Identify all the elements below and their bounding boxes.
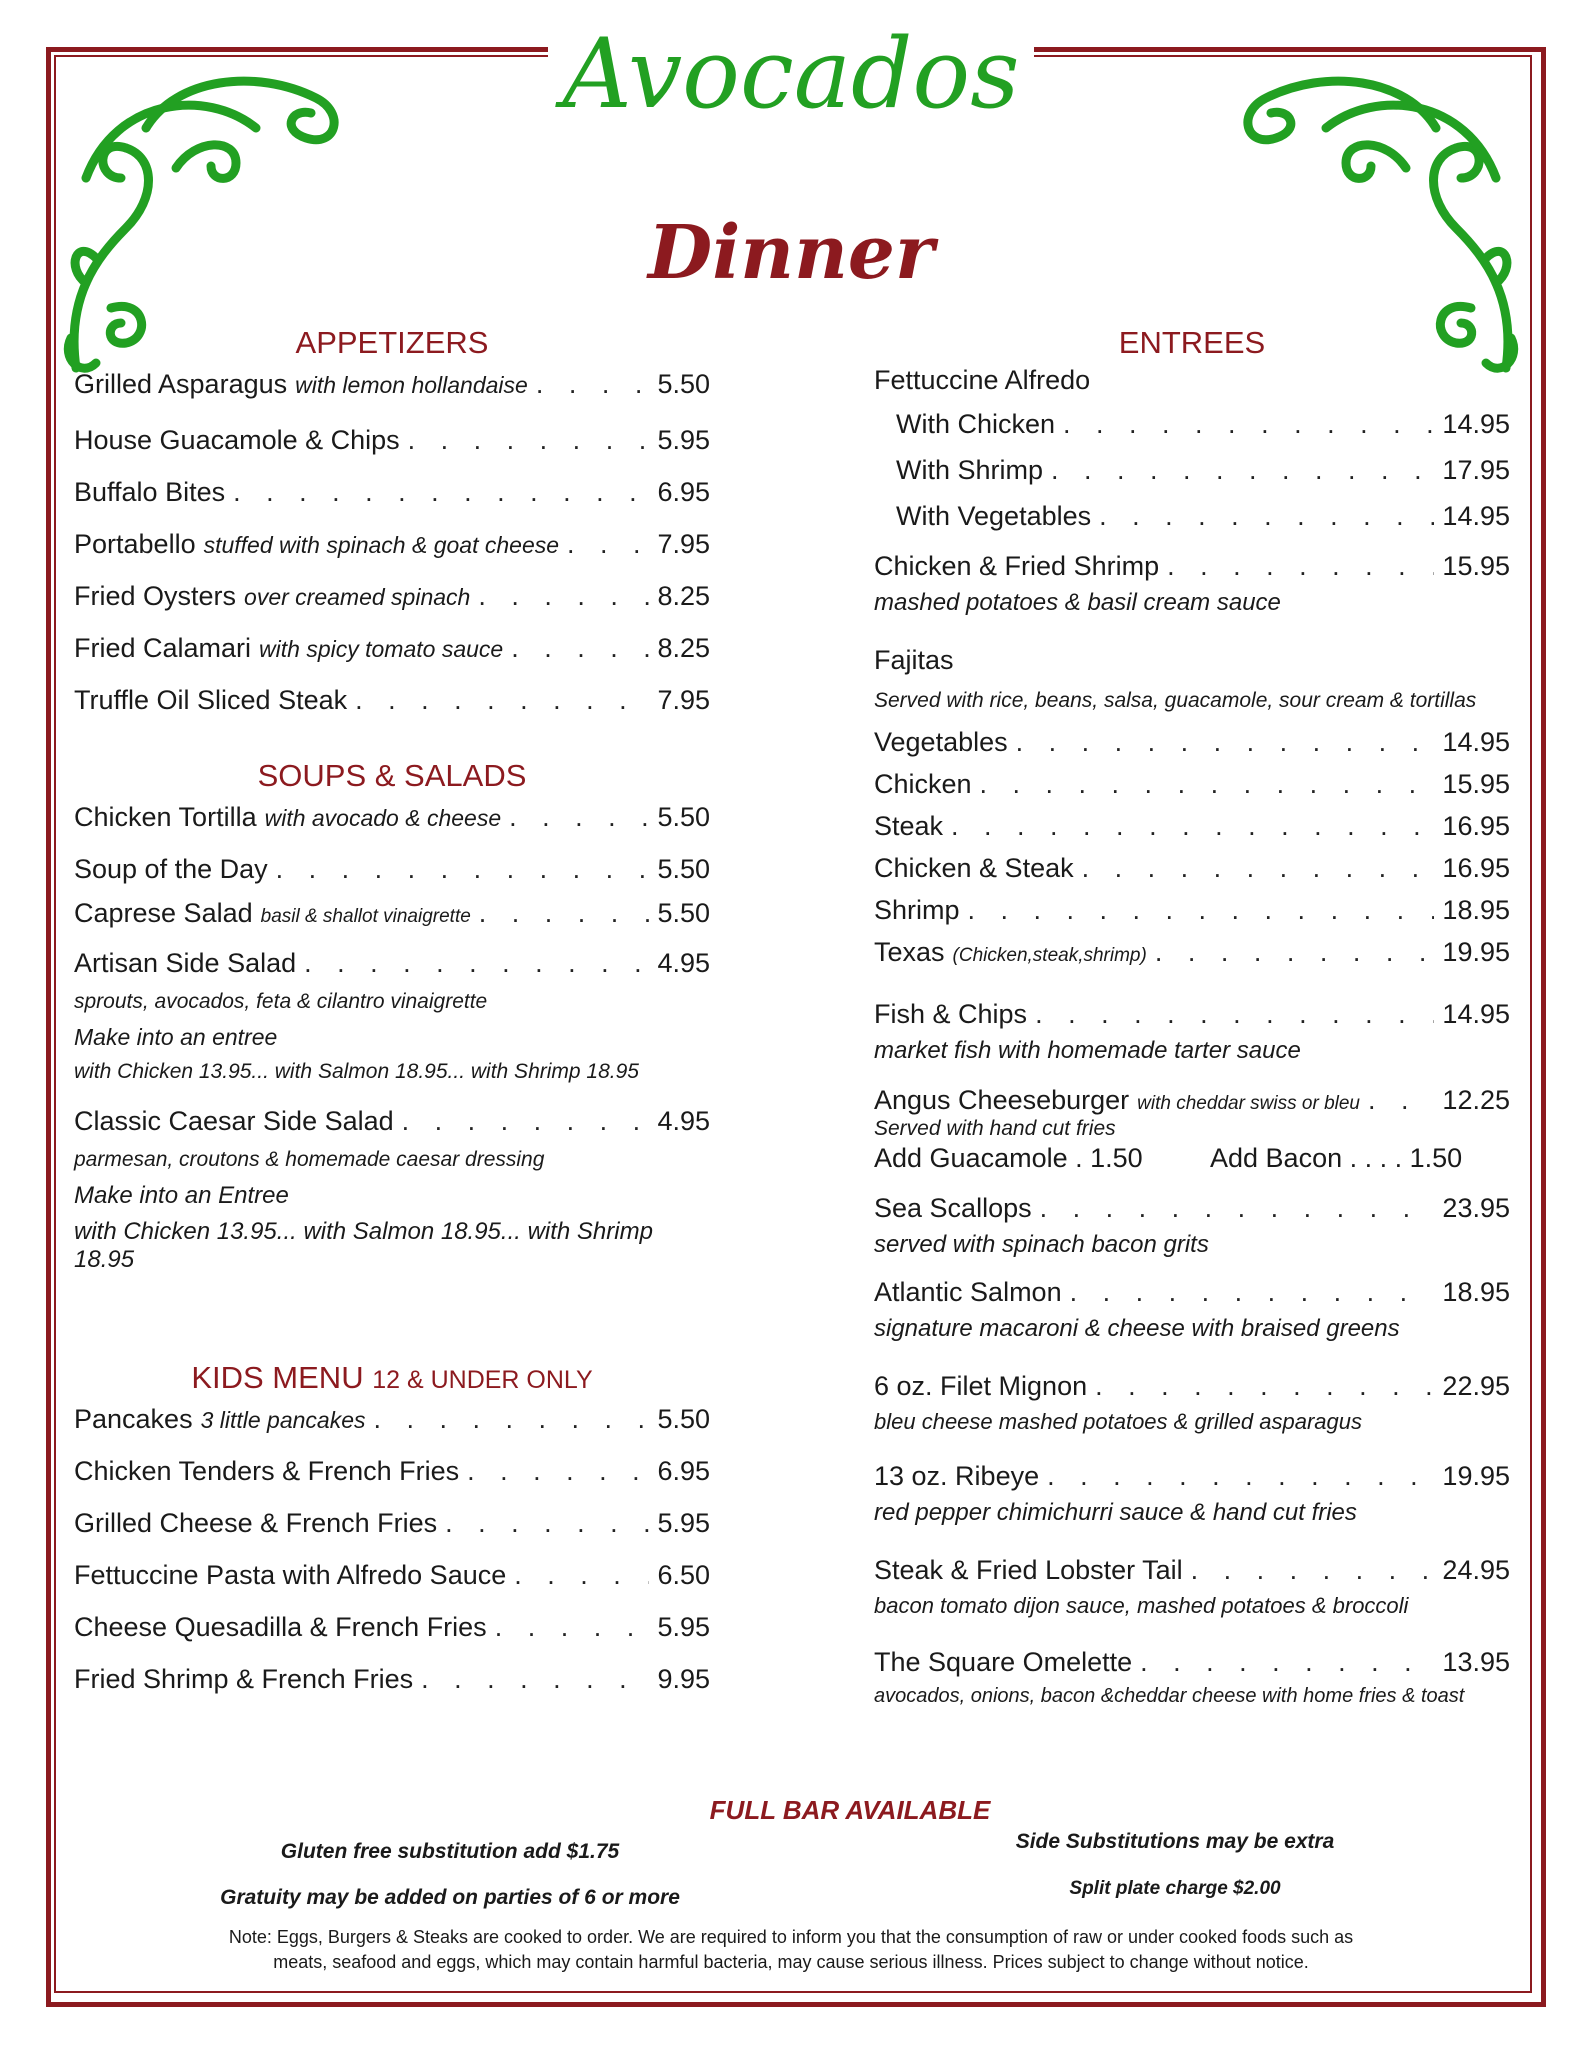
leader-dots [421,1664,649,1695]
item-name: Steak & Fried Lobster Tail [874,1555,1183,1585]
item-price: 17.95 [1442,455,1510,485]
full-bar-notice: FULL BAR AVAILABLE [709,1795,991,1825]
item-desc: 3 little pancakes [200,1407,366,1433]
menu-item [74,1508,710,1560]
leader-dots [304,948,649,979]
item-name: Chicken & Fried Shrimp [874,551,1160,581]
note-line: meats, seafood and eggs, which may contain harmful bacteria, may cause serious illness. Prices subject to change without notice. [273,1952,1309,1973]
note-line: Note: Eggs, Burgers & Steaks are cooked to order. We are required to inform you that the consumption of raw or under cooked foods such as [228,1927,1354,1947]
item-price: 6.95 [657,477,710,507]
leader-dots [1140,1647,1434,1678]
menu-item [74,1560,710,1612]
item-name: Buffalo Bites [74,477,226,507]
menu-item [874,501,1510,551]
item-price: 7.95 [657,685,710,715]
menu-item [74,898,710,948]
menu-item [874,1277,1510,1315]
item-price: 16.95 [1442,811,1510,841]
item-note: with Chicken 13.95... with Salmon 18.95... with Shrimp 18.95 [74,1218,653,1273]
item-name: With Chicken [896,409,1056,439]
menu-item [874,1193,1510,1231]
menu-item [74,802,710,854]
entrees-section [874,325,1510,1708]
item-desc: with avocado & cheese [264,805,502,831]
menu-item [874,455,1510,501]
leader-dots [536,369,650,400]
item-note: with Chicken 13.95... with Salmon 18.95... with Shrimp 18.95 [74,1060,639,1083]
item-price: 6.50 [657,1560,710,1590]
item-name: Chicken [874,769,972,799]
item-name: With Vegetables [896,501,1092,531]
menu-item [74,1456,710,1508]
kids-heading [74,1360,710,1396]
item-price: 12.25 [1442,1085,1510,1115]
menu-item [74,477,710,529]
item-price: 7.95 [657,529,710,559]
item-price: 15.95 [1442,769,1510,799]
item-price: 14.95 [1442,999,1510,1029]
food-safety-note [180,1925,1402,1975]
item-price: 4.95 [657,948,710,978]
menu-item [74,529,710,581]
menu-item [874,811,1510,853]
item-price: 6.95 [657,1456,710,1486]
kids-heading-label: KIDS MENU [191,1360,364,1395]
item-name: Artisan Side Salad [74,948,297,978]
split-plate-note: Split plate charge $2.00 [1069,1878,1281,1899]
item-name: House Guacamole & Chips [74,425,400,455]
item-name: Angus Cheeseburger [874,1085,1130,1115]
leader-dots [968,895,1435,926]
menu-item [74,854,710,898]
menu-item [74,633,710,685]
menu-item [74,685,710,737]
item-price: 4.95 [657,1106,710,1136]
leader-dots [408,425,650,456]
item-name: Soup of the Day [74,854,268,884]
leader-dots [1047,1461,1434,1492]
item-name: Fried Calamari [74,633,252,663]
item-name: Pancakes [74,1404,193,1434]
leader-dots [374,1404,650,1435]
item-price: 14.95 [1442,409,1510,439]
item-name: Chicken Tenders & French Fries [74,1456,460,1486]
leader-dots [1191,1555,1435,1586]
item-name: Fish & Chips [874,999,1028,1029]
item-desc: with cheddar swiss or bleu [1137,1093,1360,1114]
entrees-heading: ENTREES [1118,325,1266,360]
item-desc: (Chicken,steak,shrimp) [952,945,1147,966]
item-name: Vegetables [874,727,1008,757]
leader-dots [355,685,649,716]
appetizers-heading: APPETIZERS [295,325,489,360]
item-name: Chicken Tortilla [74,802,257,832]
leader-dots [514,1560,649,1591]
item-note: market fish with homemade tarter sauce [874,1037,1301,1064]
soups-heading: SOUPS & SALADS [257,758,527,793]
leader-dots [1051,455,1434,486]
menu-item [874,1555,1510,1593]
item-desc: basil & shallot vinaigrette [260,906,471,927]
leader-dots [1099,501,1434,532]
item-price: 18.95 [1442,1277,1510,1307]
item-price: 23.95 [1442,1193,1510,1223]
item-price: 16.95 [1442,853,1510,883]
menu-item [874,895,1510,937]
item-name: 13 oz. Ribeye [874,1461,1040,1491]
item-name: Fried Shrimp & French Fries [74,1664,414,1694]
item-name: Cheese Quesadilla & French Fries [74,1612,487,1642]
leader-dots [1155,937,1435,968]
leader-dots [1167,551,1434,582]
item-price: 5.95 [657,425,710,455]
item-name: Portabello [74,529,196,559]
leader-dots [1368,1085,1434,1116]
soups-salads-section [74,758,710,1274]
item-name: Grilled Cheese & French Fries [74,1508,438,1538]
item-name: Chicken & Steak [874,853,1074,883]
item-desc: with spicy tomato sauce [259,636,504,662]
item-name: With Shrimp [896,455,1044,485]
leader-dots [445,1508,649,1539]
item-name: Grilled Asparagus [74,369,288,399]
item-price: 22.95 [1442,1371,1510,1401]
menu-item [874,769,1510,811]
kids-heading-age: 12 & UNDER ONLY [372,1366,593,1394]
kids-section [74,1360,710,1716]
item-note: bacon tomato dijon sauce, mashed potatoes & broccoli [874,1593,1409,1618]
item-note: Served with rice, beans, salsa, guacamole, sour cream & tortillas [874,689,1477,712]
item-price: 5.50 [657,898,710,928]
item-price: 8.25 [657,581,710,611]
leader-dots [402,1106,650,1137]
item-price: 19.95 [1442,937,1510,967]
item-name: Fettuccine Alfredo [874,365,1091,395]
leader-dots [276,854,650,885]
item-price: 5.50 [657,1404,710,1434]
item-price: 14.95 [1442,727,1510,757]
item-price: 9.95 [657,1664,710,1694]
menu-item [874,853,1510,895]
leader-dots [467,1456,649,1487]
menu-title: Dinner [648,210,934,296]
item-note: parmesan, croutons & homemade caesar dressing [74,1148,545,1171]
item-note: avocados, onions, bacon &cheddar cheese with home fries & toast [874,1685,1465,1707]
menu-item [74,1106,710,1148]
item-name: Classic Caesar Side Salad [74,1106,394,1136]
item-price: 5.50 [657,854,710,884]
item-price: 18.95 [1442,895,1510,925]
item-price: 5.95 [657,1612,710,1642]
gratuity-note: Gratuity may be added on parties of 6 or more [220,1886,680,1909]
leader-dots [1063,409,1434,440]
leader-dots [1095,1371,1434,1402]
item-note: Make into an Entree [74,1182,289,1209]
item-name: Fajitas [874,645,954,675]
leader-dots [980,769,1435,800]
item-price: 5.50 [657,802,710,832]
menu-item [74,948,710,990]
item-price: 13.95 [1442,1647,1510,1677]
menu-item [74,1612,710,1664]
item-note: red pepper chimichurri sauce & hand cut fries [874,1499,1357,1526]
menu-item [74,369,710,425]
item-price: 8.25 [657,633,710,663]
item-name: Fettuccine Pasta with Alfredo Sauce [74,1560,507,1590]
add-bacon: Add Bacon . . . . 1.50 [1210,1143,1463,1173]
item-name: Steak [874,811,944,841]
item-name: Shrimp [874,895,960,925]
item-note: Make into an entree [74,1024,278,1050]
item-desc: over creamed spinach [244,584,471,610]
leader-dots [509,802,649,833]
item-name: Caprese Salad [74,898,253,928]
item-note: served with spinach bacon grits [874,1231,1209,1258]
menu-item [874,937,1510,999]
leader-dots [495,1612,650,1643]
menu-item [74,1664,710,1716]
leader-dots [1040,1193,1435,1224]
item-name: 6 oz. Filet Mignon [874,1371,1088,1401]
item-note: signature macaroni & cheese with braised greens [874,1315,1400,1342]
item-price: 19.95 [1442,1461,1510,1491]
item-note: Served with hand cut fries [874,1117,1116,1140]
menu-item [874,1647,1510,1685]
leader-dots [233,477,649,508]
menu-item [874,1461,1510,1499]
item-price: 24.95 [1442,1555,1510,1585]
item-name: Sea Scallops [874,1193,1032,1223]
add-guacamole: Add Guacamole . 1.50 [874,1143,1143,1173]
item-name: The Square Omelette [874,1647,1133,1677]
leader-dots [1082,853,1435,884]
item-note: bleu cheese mashed potatoes & grilled asparagus [874,1409,1362,1434]
item-note: mashed potatoes & basil cream sauce [874,589,1281,616]
menu-item [874,727,1510,769]
menu-item [874,1085,1510,1117]
leader-dots [1035,999,1434,1030]
leader-dots [511,633,649,664]
item-name: Atlantic Salmon [874,1277,1062,1307]
restaurant-name: Avocados [562,18,1020,130]
item-desc: with lemon hollandaise [295,372,528,398]
item-desc: stuffed with spinach & goat cheese [203,532,560,558]
appetizers-section [74,325,710,737]
leader-dots [1016,727,1435,758]
menu-item [874,551,1510,589]
leader-dots [1070,1277,1435,1308]
menu-item [874,1371,1510,1409]
leader-dots [951,811,1434,842]
item-name: Fried Oysters [74,581,237,611]
item-note: sprouts, avocados, feta & cilantro vinaigrette [74,990,488,1013]
leader-dots [567,529,649,560]
gluten-note: Gluten free substitution add $1.75 [280,1840,620,1863]
item-price: 5.95 [657,1508,710,1538]
item-price: 15.95 [1442,551,1510,581]
item-price: 5.50 [657,369,710,399]
leader-dots [479,898,650,929]
menu-item [74,425,710,477]
side-substitution-note: Side Substitutions may be extra [1015,1830,1335,1853]
menu-item [74,1404,710,1456]
burger-addons [874,1143,1510,1193]
menu-item [874,409,1510,455]
menu-item [874,999,1510,1037]
item-name: Texas [874,937,945,967]
menu-item [74,581,710,633]
item-name: Truffle Oil Sliced Steak [74,685,348,715]
item-price: 14.95 [1442,501,1510,531]
leader-dots [478,581,649,612]
